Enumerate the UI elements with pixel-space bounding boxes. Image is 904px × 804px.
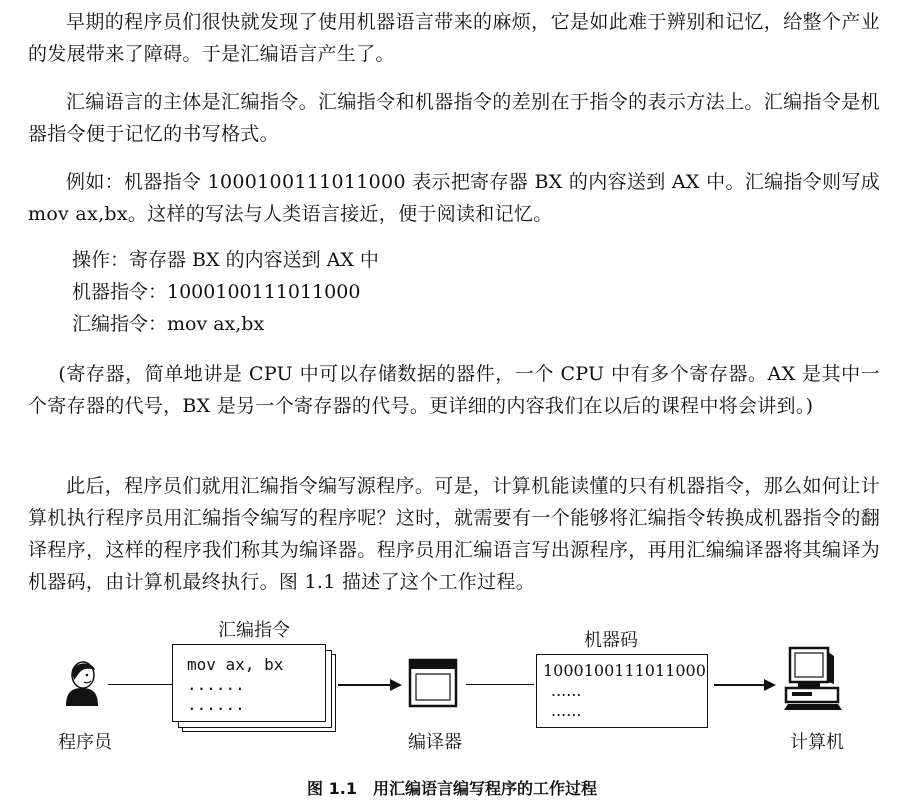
asm-line-2: ...... [187, 675, 245, 694]
asm-document [172, 644, 326, 722]
figure-caption [0, 776, 904, 799]
connector-line [108, 684, 172, 685]
programmer-label: 程序员 [58, 732, 112, 753]
programmer-icon [62, 660, 102, 706]
example-block [72, 244, 379, 340]
computer-icon [784, 646, 844, 712]
caption-text: 用汇编语言编写程序的工作过程 [372, 779, 597, 798]
connector-line [466, 684, 534, 685]
asm-line-1: mov ax, bx [187, 655, 284, 674]
example-assembly-instruction: 汇编指令：mov ax,bx [72, 313, 265, 335]
caption-number: 图 1.1 [307, 779, 357, 798]
compiler-window-icon [408, 658, 458, 708]
arrow-to-compiler [338, 684, 400, 686]
register-note: (寄存器，简单地讲是 CPU 中可以存储数据的器件，一个 CPU 中有多个寄存器。AX 是其中一个寄存器的代号，BX 是另一个寄存器的代号。更详细的内容我们在以后的课程中将会讲到。) [28, 363, 880, 417]
arrow-to-computer [714, 684, 774, 686]
paragraph-3: 例如：机器指令 1000100111011000 表示把寄存器 BX 的内容送到 AX 中。汇编指令则写成 mov ax,bx。这样的写法与人类语言接近，便于阅读和记忆。 [28, 171, 880, 225]
computer-label: 计算机 [790, 732, 844, 753]
machine-line-2: ...... [551, 681, 582, 700]
example-operation: 操作：寄存器 BX 的内容送到 AX 中 [72, 249, 379, 271]
machine-code-title: 机器码 [584, 630, 638, 651]
paragraph-1: 早期的程序员们很快就发现了使用机器语言带来的麻烦，它是如此难于辨别和记忆，给整个产业的发展带来了障碍。于是汇编语言产生了。 [28, 11, 880, 65]
paragraph-2: 汇编语言的主体是汇编指令。汇编指令和机器指令的差别在于指令的表示方法上。汇编指令是机器指令便于记忆的书写格式。 [28, 91, 880, 145]
figure-1-1 [0, 600, 904, 804]
compiler-label: 编译器 [408, 732, 462, 753]
asm-title: 汇编指令 [218, 620, 290, 641]
example-machine-instruction: 机器指令：1000100111011000 [72, 281, 361, 303]
machine-line-1: 1000100111011000 [543, 661, 706, 680]
paragraph-last: 此后，程序员们就用汇编指令编写源程序。可是，计算机能读懂的只有机器指令，那么如何让计算机执行程序员用汇编指令编写的程序呢？这时，就需要有一个能够将汇编指令转换成机器指令的翻译程序，这样的程序我们称其为编译器。程序员用汇编语言写出源程序，再用汇编编译器将其编译为机器码，由计算机最终执行。图 1.1 描述了这个工作过程。 [28, 475, 880, 593]
asm-line-3: ...... [187, 695, 245, 714]
machine-code-document [536, 654, 708, 728]
machine-line-3: ...... [551, 701, 582, 720]
